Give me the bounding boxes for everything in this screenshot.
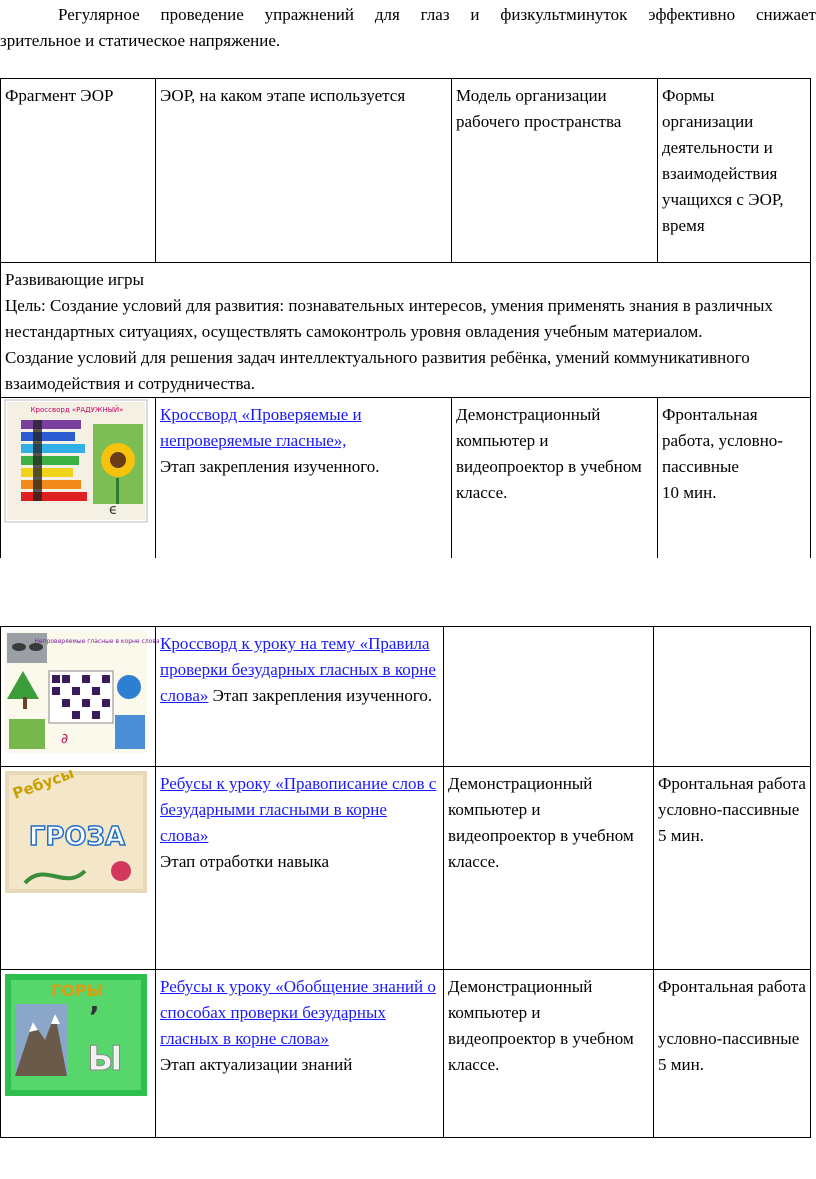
model-cell: Демонстрационный компьютер и видеопроектор в учебном классе.	[452, 398, 658, 558]
intro-paragraph	[0, 2, 816, 54]
thumb-word-4: Ы	[87, 1039, 123, 1079]
thumb-word-3: ГРОЗА	[28, 822, 126, 852]
forms-cell	[658, 398, 811, 558]
forms-text-b: условно-пассивные	[658, 800, 800, 819]
eor-cell	[156, 970, 444, 1138]
fragment-cell	[1, 763, 156, 970]
intro-line-2: зрительное и статическое напряжение.	[0, 31, 281, 50]
stage-text: Этап актуализации знаний	[160, 1055, 353, 1074]
forms-cell	[654, 970, 811, 1138]
table-row	[1, 627, 811, 767]
svg-text:∂: ∂	[61, 731, 69, 747]
crossword-rainbow-thumbnail	[5, 400, 147, 522]
rebus-mountains-thumbnail	[5, 974, 147, 1096]
forms-cell	[654, 627, 811, 767]
forms-cell	[654, 767, 811, 970]
stage-text: Этап отработки навыка	[160, 852, 330, 871]
section-goal-1: Цель: Создание условий для развития: познавательных интересов, умения применять знания в различных нестандартных ситуациях, осуществлять самоконтроль уровня овладения учебным материалом.	[5, 296, 773, 341]
thumb-title-2: Непроверяемые гласные в корне слова	[34, 638, 160, 645]
thumb-title-1: Кроссворд «РАДУЖНЫЙ»	[30, 406, 124, 414]
thumb-title-4: ГОРЫ	[50, 981, 104, 1000]
table-row	[1, 767, 811, 970]
forms-text-b: условно-пассивные	[658, 1029, 800, 1048]
svg-text:ϵ: ϵ	[109, 502, 118, 518]
model-cell: Демонстрационный компьютер и видеопроектор в учебном классе.	[444, 767, 654, 970]
section-cell	[1, 263, 811, 398]
intro-line-1: Регулярное проведение упражнений для глаз и физкультминуток эффективно снижает	[58, 5, 816, 24]
eor-cell	[156, 627, 444, 767]
eor-table-1	[0, 78, 811, 558]
section-goal-2: Создание условий для решения задач интеллектуального развития ребёнка, умений коммуникативного взаимодействия и сотрудничества.	[5, 348, 750, 393]
fragment-cell	[1, 398, 156, 558]
rebus-groza-thumbnail	[5, 763, 147, 893]
stage-text: Этап закрепления изученного.	[160, 457, 380, 476]
header-fragment: Фрагмент ЭОР	[1, 79, 156, 263]
header-forms: Формы организации деятельности и взаимодействия учащихся с ЭОР, время	[658, 79, 811, 263]
model-cell: Демонстрационный компьютер и видеопроектор в учебном классе.	[444, 970, 654, 1138]
stage-text: Этап закрепления изученного.	[212, 686, 433, 705]
crossword-link[interactable]: Кроссворд «Проверяемые и непроверяемые гласные»,	[160, 405, 362, 450]
model-cell	[444, 627, 654, 767]
eor-table-2	[0, 626, 811, 1138]
rebus-summary-link[interactable]: Ребусы к уроку «Обобщение знаний о способах проверки безударных гласных в корне слова»	[160, 977, 436, 1048]
rebus-spelling-link[interactable]: Ребусы к уроку «Правописание слов с безударными гласными в корне слова»	[160, 774, 437, 845]
section-title: Развивающие игры	[5, 270, 144, 289]
time-text: 5 мин.	[658, 1055, 704, 1074]
eor-cell	[156, 398, 452, 558]
header-model: Модель организации рабочего пространства	[452, 79, 658, 263]
time-text: 5 мин.	[658, 826, 704, 845]
table-header-row	[1, 79, 811, 263]
crossword-rules-link[interactable]: Кроссворд к уроку на тему «Правила проверки безударных гласных в корне слова»	[160, 634, 436, 705]
fragment-cell	[1, 627, 160, 767]
forms-text: Фронтальная работа, условно-пассивные	[662, 405, 783, 476]
section-row	[1, 263, 811, 398]
thumb-title-3: Ребусы	[10, 763, 77, 803]
eor-cell	[156, 767, 444, 970]
table-row	[1, 970, 811, 1138]
forms-text-a: Фронтальная работа	[658, 977, 806, 996]
time-text: 10 мин.	[662, 483, 717, 502]
table-row	[1, 398, 811, 558]
svg-text:’: ’	[89, 1000, 100, 1033]
fragment-cell	[1, 970, 156, 1138]
header-stage: ЭОР, на каком этапе используется	[156, 79, 452, 263]
forms-text-a: Фронтальная работа	[658, 774, 806, 793]
crossword-vowels-thumbnail	[5, 631, 160, 753]
